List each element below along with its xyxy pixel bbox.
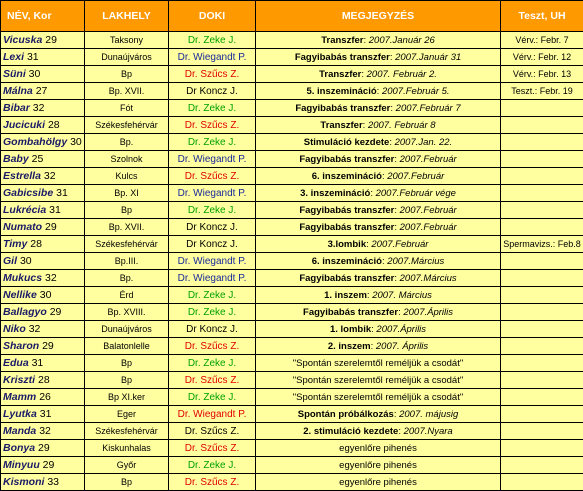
cell-teszt[interactable] — [501, 355, 583, 372]
header-teszt[interactable]: Teszt, UH — [501, 1, 583, 32]
cell-lakhely[interactable]: Fót — [85, 100, 169, 117]
age-text: 30 — [29, 68, 41, 80]
cell-megjegyzes[interactable]: Fagyibabás transzfer: 2007.Április — [256, 304, 501, 321]
note-value: "Spontán szerelemtől reméljük a csodát" — [293, 375, 463, 386]
cell-lakhely[interactable]: Dunaújváros — [85, 321, 169, 338]
header-lakhely[interactable]: LAKHELY — [85, 1, 169, 32]
note-key: Spontán próbálkozás — [298, 409, 394, 420]
note-value: egyenlőre pihenés — [339, 460, 417, 471]
cell-teszt[interactable] — [501, 406, 583, 423]
cell-name[interactable] — [1, 440, 85, 457]
note-value: 2007.Február — [400, 222, 457, 233]
cell-name[interactable] — [1, 202, 85, 219]
name-text: Sharon — [3, 340, 39, 352]
note-value: 2007.Március — [400, 273, 457, 284]
name-text: Ballagyo — [3, 306, 47, 318]
note-value: 2007.Február — [400, 154, 457, 165]
cell-lakhely[interactable]: Taksony — [85, 32, 169, 49]
note-key: 3. inszemináció — [300, 188, 370, 199]
cell-doki[interactable]: Dr. Zeke J. — [169, 389, 256, 406]
age-text: 26 — [39, 391, 51, 403]
name-text: Jucicuki — [3, 119, 45, 131]
name-text: Lyutka — [3, 408, 37, 420]
cell-megjegyzes[interactable] — [256, 457, 501, 474]
age-text: 25 — [32, 153, 44, 165]
cell-doki[interactable]: Dr. Zeke J. — [169, 32, 256, 49]
cell-lakhely[interactable]: Bp. XVII. — [85, 219, 169, 236]
cell-doki[interactable]: Dr. Wiegandt P. — [169, 49, 256, 66]
cell-lakhely[interactable]: Bp. XI — [85, 185, 169, 202]
note-key: 2. stimuláció kezdete — [303, 426, 398, 437]
note-value: 2007.Január 31 — [395, 52, 461, 63]
note-value: 2007. májusig — [399, 409, 458, 420]
table-row — [1, 457, 583, 474]
cell-name[interactable] — [1, 168, 85, 185]
note-value: 2007.Március — [387, 256, 444, 267]
cell-lakhely[interactable]: Bp. — [85, 134, 169, 151]
cell-name[interactable] — [1, 423, 85, 440]
cell-megjegyzes[interactable]: Transzfer: 2007. Február 8 — [256, 117, 501, 134]
cell-name[interactable] — [1, 457, 85, 474]
name-text: Nellike — [3, 289, 37, 301]
note-key: Fagyibabás transzfer — [299, 222, 394, 233]
name-text: Süni — [3, 68, 26, 80]
cell-doki[interactable]: Dr. Zeke J. — [169, 202, 256, 219]
table-row — [1, 100, 583, 117]
cell-lakhely[interactable]: Érd — [85, 287, 169, 304]
note-value: 2007. Február 8 — [368, 120, 436, 131]
cell-lakhely[interactable]: Eger — [85, 406, 169, 423]
cell-doki[interactable]: Dr. Wiegandt P. — [169, 151, 256, 168]
note-value: egyenlőre pihenés — [339, 477, 417, 488]
cell-doki[interactable]: Dr Koncz J. — [169, 83, 256, 100]
cell-lakhely[interactable]: Bp. — [85, 270, 169, 287]
note-value: egyenlőre pihenés — [339, 443, 417, 454]
name-text: Kriszti — [3, 374, 35, 386]
cell-name[interactable] — [1, 474, 85, 491]
cell-name[interactable] — [1, 304, 85, 321]
note-key: 2. inszem — [328, 341, 371, 352]
note-key: Transzfer — [320, 120, 362, 131]
cell-teszt[interactable] — [501, 304, 583, 321]
cell-lakhely[interactable]: Dunaújváros — [85, 49, 169, 66]
name-text: Manda — [3, 425, 36, 437]
age-text: 29 — [50, 306, 62, 318]
cell-lakhely[interactable]: Székesfehérvár — [85, 117, 169, 134]
note-value: 2007. Február 2. — [367, 69, 437, 80]
note-value: 2007. Április — [376, 341, 428, 352]
cell-megjegyzes[interactable]: Fagyibabás transzfer: 2007.Január 31 — [256, 49, 501, 66]
header-row — [1, 1, 583, 32]
cell-doki[interactable]: Dr Koncz J. — [169, 219, 256, 236]
cell-megjegyzes[interactable] — [256, 440, 501, 457]
table-row — [1, 83, 583, 100]
table-body — [1, 32, 583, 491]
table-row — [1, 440, 583, 457]
cell-lakhely[interactable]: Bp — [85, 372, 169, 389]
header-doki[interactable]: DOKI — [169, 1, 256, 32]
note-value: 2007.Február — [371, 239, 428, 250]
cell-teszt[interactable]: Vérv.: Febr. 12 — [501, 49, 583, 66]
cell-lakhely[interactable]: Bp — [85, 355, 169, 372]
name-text: Gil — [3, 255, 17, 267]
note-key: Fagyibabás transzfer — [299, 154, 394, 165]
cell-megjegyzes[interactable]: 1. inszem: 2007. Március — [256, 287, 501, 304]
name-text: Timy — [3, 238, 27, 250]
cell-megjegyzes[interactable]: Fagyibabás transzfer: 2007.Február 7 — [256, 100, 501, 117]
cell-doki[interactable]: Dr. Zeke J. — [169, 304, 256, 321]
cell-name[interactable] — [1, 253, 85, 270]
cell-doki[interactable]: Dr. Wiegandt P. — [169, 185, 256, 202]
age-text: 31 — [27, 51, 39, 63]
table-row — [1, 338, 583, 355]
cell-megjegyzes[interactable] — [256, 372, 501, 389]
cell-megjegyzes[interactable]: 6. inszemináció: 2007.Március — [256, 253, 501, 270]
table-row — [1, 117, 583, 134]
age-text: 29 — [45, 34, 57, 46]
note-key: 3.lombik — [328, 239, 367, 250]
age-text: 31 — [56, 187, 68, 199]
cell-megjegyzes[interactable]: 3.lombik: 2007.Február — [256, 236, 501, 253]
cell-doki[interactable]: Dr. Szűcs Z. — [169, 474, 256, 491]
age-text: 29 — [43, 459, 55, 471]
cell-megjegyzes[interactable]: 5. inszemináció: 2007.Február 5. — [256, 83, 501, 100]
cell-name[interactable] — [1, 66, 85, 83]
cell-name[interactable] — [1, 372, 85, 389]
cell-name[interactable] — [1, 287, 85, 304]
cell-lakhely[interactable]: Győr — [85, 457, 169, 474]
cell-doki[interactable]: Dr. Szűcs Z. — [169, 66, 256, 83]
cell-lakhely[interactable]: Bp XI.ker — [85, 389, 169, 406]
note-key: Fagyibabás transzfer — [295, 103, 390, 114]
table-row — [1, 355, 583, 372]
note-value: "Spontán szerelemtől reméljük a csodát" — [293, 392, 463, 403]
cell-doki[interactable]: Dr Koncz J. — [169, 321, 256, 338]
cell-doki[interactable]: Dr. Zeke J. — [169, 100, 256, 117]
cell-lakhely[interactable]: Szolnok — [85, 151, 169, 168]
note-key: 6. inszemináció — [312, 256, 382, 267]
cell-megjegyzes[interactable]: Transzfer: 2007.Január 26 — [256, 32, 501, 49]
note-key: Stimuláció kezdete — [304, 137, 390, 148]
name-text: Baby — [3, 153, 29, 165]
note-key: 5. inszemináció — [306, 86, 376, 97]
cell-name[interactable] — [1, 389, 85, 406]
cell-teszt[interactable] — [501, 372, 583, 389]
note-key: Fagyibabás transzfer — [303, 307, 398, 318]
cell-doki[interactable]: Dr. Zeke J. — [169, 287, 256, 304]
table-row — [1, 321, 583, 338]
name-text: Mamm — [3, 391, 36, 403]
table-row — [1, 287, 583, 304]
cell-name[interactable] — [1, 185, 85, 202]
table-row — [1, 32, 583, 49]
cell-megjegyzes[interactable] — [256, 389, 501, 406]
note-key: Fagyibabás transzfer — [299, 205, 394, 216]
cell-lakhely[interactable]: Kiskunhalas — [85, 440, 169, 457]
cell-teszt[interactable] — [501, 185, 583, 202]
name-text: Bonya — [3, 442, 35, 454]
cell-teszt[interactable] — [501, 457, 583, 474]
cell-lakhely[interactable]: Bp. XVII. — [85, 83, 169, 100]
cell-megjegyzes[interactable]: Stimuláció kezdete: 2007.Jan. 22. — [256, 134, 501, 151]
table-row — [1, 372, 583, 389]
cell-doki[interactable]: Dr. Zeke J. — [169, 457, 256, 474]
age-text: 29 — [42, 340, 54, 352]
cell-doki[interactable]: Dr. Szűcs Z. — [169, 423, 256, 440]
cell-teszt[interactable] — [501, 389, 583, 406]
cell-megjegyzes[interactable]: Fagyibabás transzfer: 2007.Március — [256, 270, 501, 287]
table-row — [1, 66, 583, 83]
note-key: Fagyibabás transzfer — [299, 273, 394, 284]
table-row — [1, 168, 583, 185]
cell-teszt[interactable] — [501, 100, 583, 117]
note-value: 2007.Február 7 — [396, 103, 461, 114]
cell-doki[interactable]: Dr. Zeke J. — [169, 134, 256, 151]
cell-teszt[interactable]: Spermavizs.: Feb.8 — [501, 236, 583, 253]
note-key: 1. inszem — [324, 290, 367, 301]
note-value: 2007.Nyara — [404, 426, 453, 437]
cell-name[interactable] — [1, 270, 85, 287]
cell-teszt[interactable] — [501, 117, 583, 134]
cell-name[interactable] — [1, 355, 85, 372]
cell-name[interactable] — [1, 49, 85, 66]
cell-name[interactable] — [1, 338, 85, 355]
name-text: Minyuu — [3, 459, 40, 471]
table-row — [1, 236, 583, 253]
name-text: Numato — [3, 221, 42, 233]
name-text: Estrella — [3, 170, 41, 182]
cell-doki[interactable]: Dr. Szűcs Z. — [169, 440, 256, 457]
age-text: 30 — [70, 136, 82, 148]
age-text: 31 — [40, 408, 52, 420]
age-text: 28 — [38, 374, 50, 386]
cell-doki[interactable]: Dr. Szűcs Z. — [169, 338, 256, 355]
note-key: Fagyibabás transzfer — [295, 52, 390, 63]
cell-teszt[interactable]: Teszt.: Febr. 19 — [501, 83, 583, 100]
note-key: 1. lombik — [330, 324, 371, 335]
age-text: 33 — [47, 476, 59, 488]
cell-doki[interactable]: Dr. Szűcs Z. — [169, 117, 256, 134]
age-text: 32 — [44, 170, 56, 182]
cell-megjegyzes[interactable]: 3. inszemináció: 2007.Február vége — [256, 185, 501, 202]
cell-lakhely[interactable]: Székesfehérvár — [85, 236, 169, 253]
cell-doki[interactable]: Dr. Wiegandt P. — [169, 270, 256, 287]
table-row — [1, 270, 583, 287]
name-text: Lukrécia — [3, 204, 46, 216]
cell-teszt[interactable] — [501, 219, 583, 236]
table-row — [1, 304, 583, 321]
cell-name[interactable] — [1, 32, 85, 49]
age-text: 28 — [48, 119, 60, 131]
cell-name[interactable] — [1, 151, 85, 168]
cell-teszt[interactable] — [501, 151, 583, 168]
header-megjegyzes[interactable]: MEGJEGYZÉS — [256, 1, 501, 32]
cell-megjegyzes[interactable]: Spontán próbálkozás: 2007. májusig — [256, 406, 501, 423]
note-value: 2007.Április — [403, 307, 453, 318]
cell-teszt[interactable] — [501, 287, 583, 304]
age-text: 27 — [36, 85, 48, 97]
cell-lakhely[interactable]: Bp — [85, 202, 169, 219]
cell-lakhely[interactable]: Bp. XVIII. — [85, 304, 169, 321]
note-key: 6. inszemináció — [312, 171, 382, 182]
age-text: 32 — [33, 102, 45, 114]
table-row — [1, 406, 583, 423]
name-text: Lexi — [3, 51, 24, 63]
cell-teszt[interactable] — [501, 134, 583, 151]
cell-megjegyzes[interactable]: Fagyibabás transzfer: 2007.Február — [256, 219, 501, 236]
age-text: 32 — [39, 425, 51, 437]
cell-teszt[interactable] — [501, 440, 583, 457]
cell-name[interactable] — [1, 117, 85, 134]
table-row — [1, 49, 583, 66]
cell-name[interactable] — [1, 321, 85, 338]
note-value: 2007.Február 5. — [382, 86, 450, 97]
name-text: Niko — [3, 323, 26, 335]
cell-lakhely[interactable]: Bp.III. — [85, 253, 169, 270]
note-key: Transzfer — [319, 69, 361, 80]
cell-megjegyzes[interactable]: Transzfer: 2007. Február 2. — [256, 66, 501, 83]
cell-teszt[interactable] — [501, 474, 583, 491]
cell-lakhely[interactable]: Kulcs — [85, 168, 169, 185]
table-row — [1, 202, 583, 219]
note-value: 2007.Január 26 — [369, 35, 435, 46]
age-text: 29 — [45, 221, 57, 233]
age-text: 28 — [30, 238, 42, 250]
cell-megjegyzes[interactable]: Fagyibabás transzfer: 2007.Február — [256, 151, 501, 168]
note-value: 2007.Jan. 22. — [395, 137, 453, 148]
cell-name[interactable] — [1, 83, 85, 100]
cell-megjegyzes[interactable]: 2. inszem: 2007. Április — [256, 338, 501, 355]
cell-lakhely[interactable]: Balatonlelle — [85, 338, 169, 355]
cell-lakhely[interactable]: Bp — [85, 474, 169, 491]
table-row — [1, 151, 583, 168]
cell-teszt[interactable] — [501, 270, 583, 287]
cell-teszt[interactable]: Vérv.: Febr. 13 — [501, 66, 583, 83]
note-value: 2007.Február — [400, 205, 457, 216]
cell-doki[interactable]: Dr. Szűcs Z. — [169, 168, 256, 185]
note-value: 2007.Február vége — [376, 188, 456, 199]
cell-teszt[interactable] — [501, 338, 583, 355]
cell-teszt[interactable] — [501, 321, 583, 338]
cell-name[interactable] — [1, 100, 85, 117]
name-text: Edua — [3, 357, 29, 369]
cell-name[interactable] — [1, 219, 85, 236]
table-row — [1, 253, 583, 270]
cell-name[interactable] — [1, 406, 85, 423]
name-text: Kismoni — [3, 476, 44, 488]
cell-lakhely[interactable]: Székesfehérvár — [85, 423, 169, 440]
age-text: 29 — [38, 442, 50, 454]
age-text: 31 — [32, 357, 44, 369]
cell-teszt[interactable] — [501, 423, 583, 440]
cell-megjegyzes[interactable]: 6. inszemináció: 2007.Február — [256, 168, 501, 185]
name-text: Gabicsibe — [3, 187, 53, 199]
cell-teszt[interactable]: Vérv.: Febr. 7 — [501, 32, 583, 49]
table-row — [1, 185, 583, 202]
table-row — [1, 474, 583, 491]
table-row — [1, 423, 583, 440]
cell-megjegyzes[interactable] — [256, 474, 501, 491]
cell-doki[interactable]: Dr. Wiegandt P. — [169, 406, 256, 423]
note-value: 2007.Február — [387, 171, 444, 182]
note-value: "Spontán szerelemtől reméljük a csodát" — [293, 358, 463, 369]
cell-megjegyzes[interactable]: 2. stimuláció kezdete: 2007.Nyara — [256, 423, 501, 440]
note-key: Transzfer — [321, 35, 363, 46]
note-value: 2007.Április — [376, 324, 426, 335]
cell-name[interactable] — [1, 134, 85, 151]
age-text: 30 — [40, 289, 52, 301]
name-text: Mukucs — [3, 272, 42, 284]
table-row — [1, 219, 583, 236]
name-text: Vicuska — [3, 34, 42, 46]
name-text: Málna — [3, 85, 33, 97]
table-row — [1, 389, 583, 406]
cell-teszt[interactable] — [501, 253, 583, 270]
cell-teszt[interactable] — [501, 202, 583, 219]
age-text: 32 — [45, 272, 57, 284]
cell-lakhely[interactable]: Bp — [85, 66, 169, 83]
cell-doki[interactable]: Dr. Zeke J. — [169, 355, 256, 372]
cell-megjegyzes[interactable]: 1. lombik: 2007.Április — [256, 321, 501, 338]
note-value: 2007. Március — [372, 290, 432, 301]
cell-megjegyzes[interactable] — [256, 355, 501, 372]
header-name[interactable]: NÉV, Kor — [1, 1, 85, 32]
age-text: 32 — [29, 323, 41, 335]
cell-name[interactable] — [1, 236, 85, 253]
cell-megjegyzes[interactable]: Fagyibabás transzfer: 2007.Február — [256, 202, 501, 219]
cell-doki[interactable]: Dr. Wiegandt P. — [169, 253, 256, 270]
cell-doki[interactable]: Dr Koncz J. — [169, 236, 256, 253]
name-text: Bibar — [3, 102, 30, 114]
cell-doki[interactable]: Dr. Szűcs Z. — [169, 372, 256, 389]
name-text: Gombahölgy — [3, 136, 67, 148]
age-text: 30 — [20, 255, 32, 267]
table-row — [1, 134, 583, 151]
age-text: 31 — [49, 204, 61, 216]
cell-teszt[interactable] — [501, 168, 583, 185]
